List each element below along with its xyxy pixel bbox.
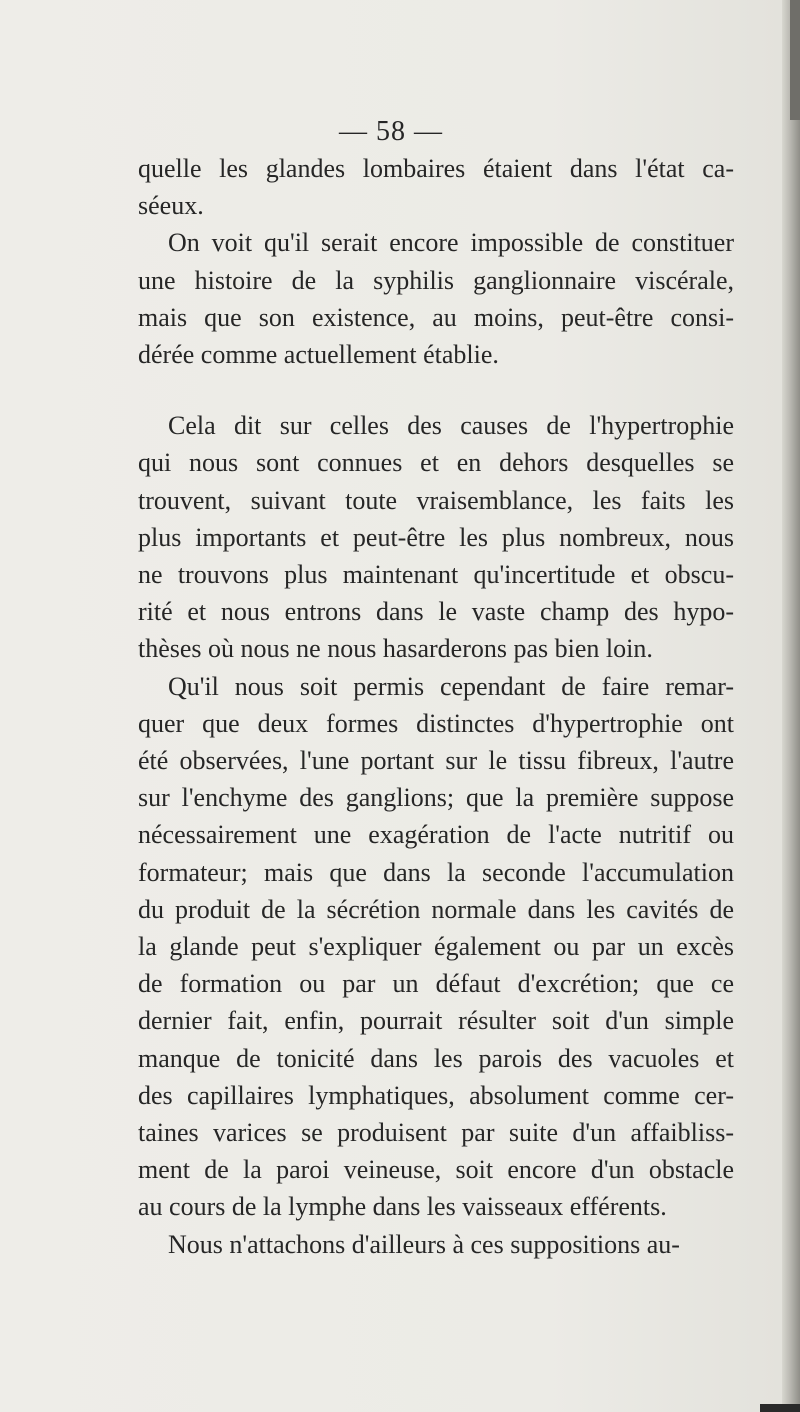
paragraph — [138, 1226, 734, 1263]
text-line: trouvent, suivant toute vraisemblance, les faits les — [138, 485, 734, 515]
text-line: mais que son existence, au moins, peut-être consi- — [138, 302, 734, 332]
text-line: au cours de la lymphe dans les vaisseaux efférents. — [138, 1192, 667, 1222]
edge-shadow — [790, 0, 800, 120]
text-line: de formation ou par un défaut d'excrétion; que ce — [138, 969, 734, 999]
paragraph — [138, 407, 734, 667]
paragraph — [138, 668, 734, 1226]
text-line: rité et nous entrons dans le vaste champ des hypo- — [138, 597, 734, 627]
text-line: Nous n'attachons d'ailleurs à ces suppositions au- — [168, 1229, 680, 1259]
text-line: séeux. — [138, 191, 204, 221]
text-line: dernier fait, enfin, pourrait résulter soit d'un simple — [138, 1006, 734, 1036]
text-line: quer que deux formes distinctes d'hypertrophie ont — [138, 708, 734, 738]
text-line: sur l'enchyme des ganglions; que la première suppose — [138, 783, 734, 813]
page-number: — 58 — — [339, 116, 443, 147]
text-line: nécessairement une exagération de l'acte nutritif ou — [138, 820, 734, 850]
text-line: On voit qu'il serait encore impossible de constituer — [168, 228, 734, 258]
paragraph — [138, 150, 734, 224]
page-edge — [782, 0, 800, 1412]
text-line: dérée comme actuellement établie. — [138, 340, 499, 370]
text-line: plus importants et peut-être les plus nombreux, nous — [138, 522, 734, 552]
text-line: ne trouvons plus maintenant qu'incertitude et obscu- — [138, 560, 734, 590]
text-line: la glande peut s'expliquer également ou par un excès — [138, 932, 734, 962]
text-line: Cela dit sur celles des causes de l'hypertrophie — [168, 411, 734, 441]
text-line: des capillaires lymphatiques, absolument comme cer- — [138, 1080, 734, 1110]
body-text — [138, 150, 734, 1263]
text-line: été observées, l'une portant sur le tissu fibreux, l'autre — [138, 746, 734, 776]
text-line: ment de la paroi veineuse, soit encore d'un obstacle — [138, 1155, 734, 1185]
text-line: qui nous sont connues et en dehors desquelles se — [138, 448, 734, 478]
edge-shadow-bottom — [760, 1404, 800, 1412]
text-line: thèses où nous ne nous hasarderons pas bien loin. — [138, 634, 653, 664]
paragraph — [138, 224, 734, 373]
text-line: quelle les glandes lombaires étaient dans l'état ca- — [138, 154, 734, 183]
text-line: taines varices se produisent par suite d'un affaibliss- — [138, 1118, 734, 1148]
text-line: formateur; mais que dans la seconde l'accumulation — [138, 857, 734, 887]
text-line: manque de tonicité dans les parois des vacuoles et — [138, 1043, 734, 1073]
paragraph-gap — [138, 373, 734, 407]
text-line: une histoire de la syphilis ganglionnaire viscérale, — [138, 265, 734, 295]
text-line: du produit de la sécrétion normale dans les cavités de — [138, 894, 734, 924]
text-line: Qu'il nous soit permis cependant de faire remar- — [168, 671, 734, 701]
